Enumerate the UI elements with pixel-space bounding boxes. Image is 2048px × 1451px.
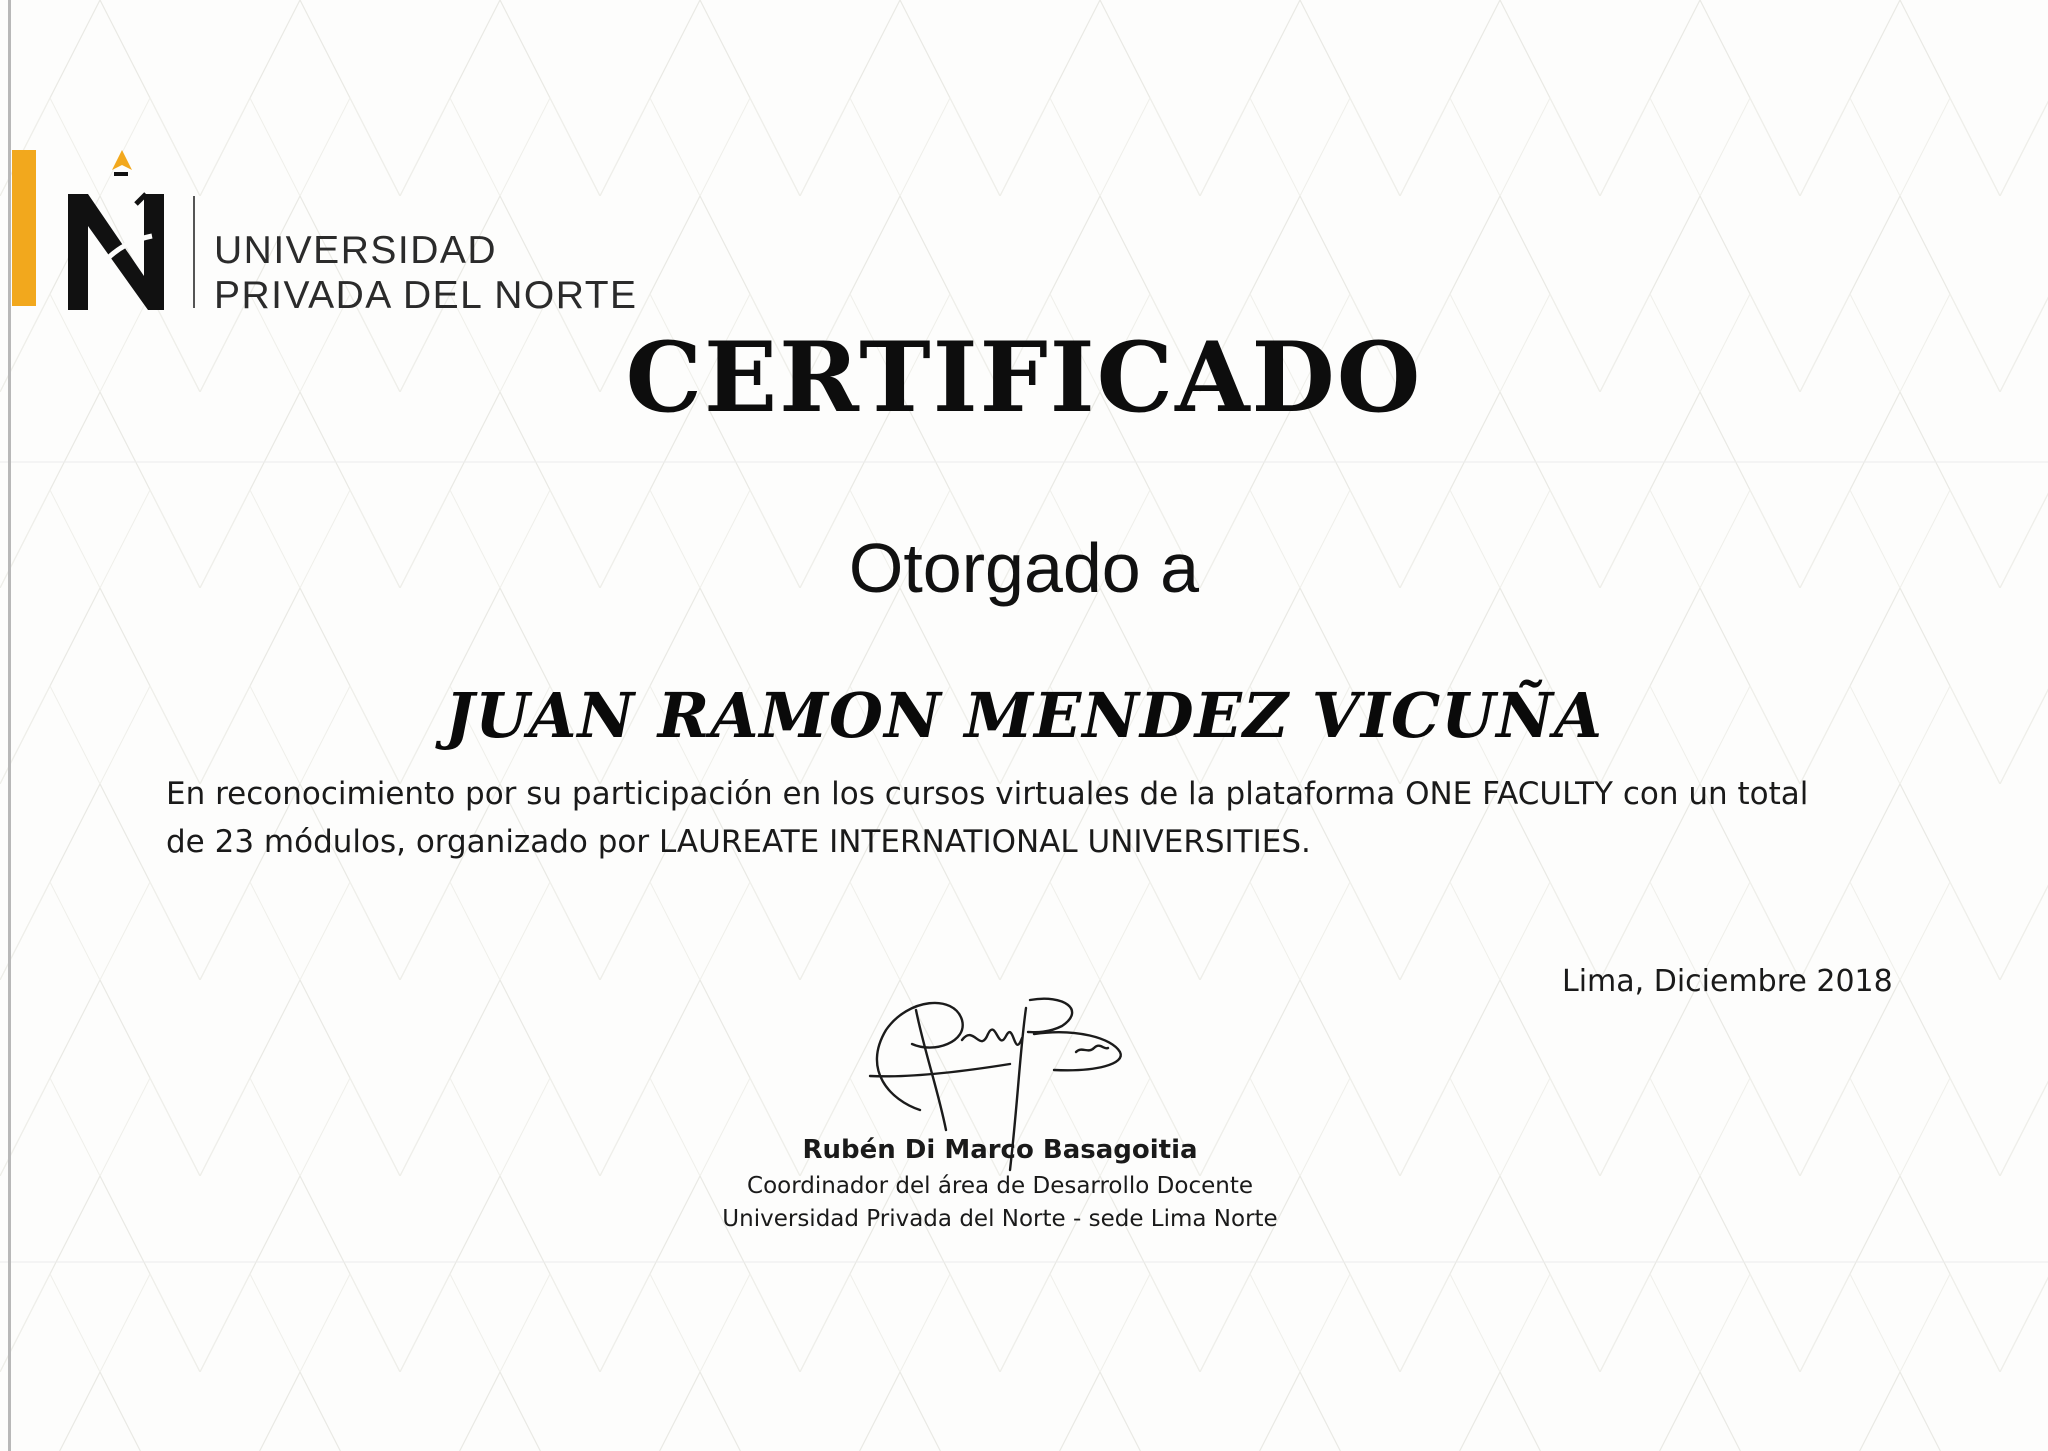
university-wordmark [214,228,638,318]
awarded-to-label: Otorgado a [848,529,1200,607]
signatory-role: Coordinador del área de Desarrollo Docente [747,1173,1253,1199]
signatory-institution: Universidad Privada del Norte - sede Lima Norte [722,1206,1278,1232]
signatory-block [0,1132,2000,1236]
recipient-name: JUAN RAMON MENDEZ VICUÑA [444,679,1604,752]
place-date: Lima, Diciembre 2018 [1562,964,1893,999]
university-name-line1: UNIVERSIDAD [214,229,498,272]
logo-divider [193,196,195,308]
signatory-name: Rubén Di Marco Basagoitia [802,1135,1198,1165]
recognition-text [166,770,1906,866]
recognition-text-line1: En reconocimiento por su participación en los cursos virtuales de la plataforma ONE FACULTY con un total [166,776,1809,812]
university-name-line2: PRIVADA DEL NORTE [214,274,638,317]
certificate-title: CERTIFICADO [625,321,1423,434]
recognition-text-line2: de 23 módulos, organizado por LAUREATE INTERNATIONAL UNIVERSITIES. [166,824,1311,860]
logo-accent-bar [12,150,36,306]
university-logo-icon [66,148,178,310]
